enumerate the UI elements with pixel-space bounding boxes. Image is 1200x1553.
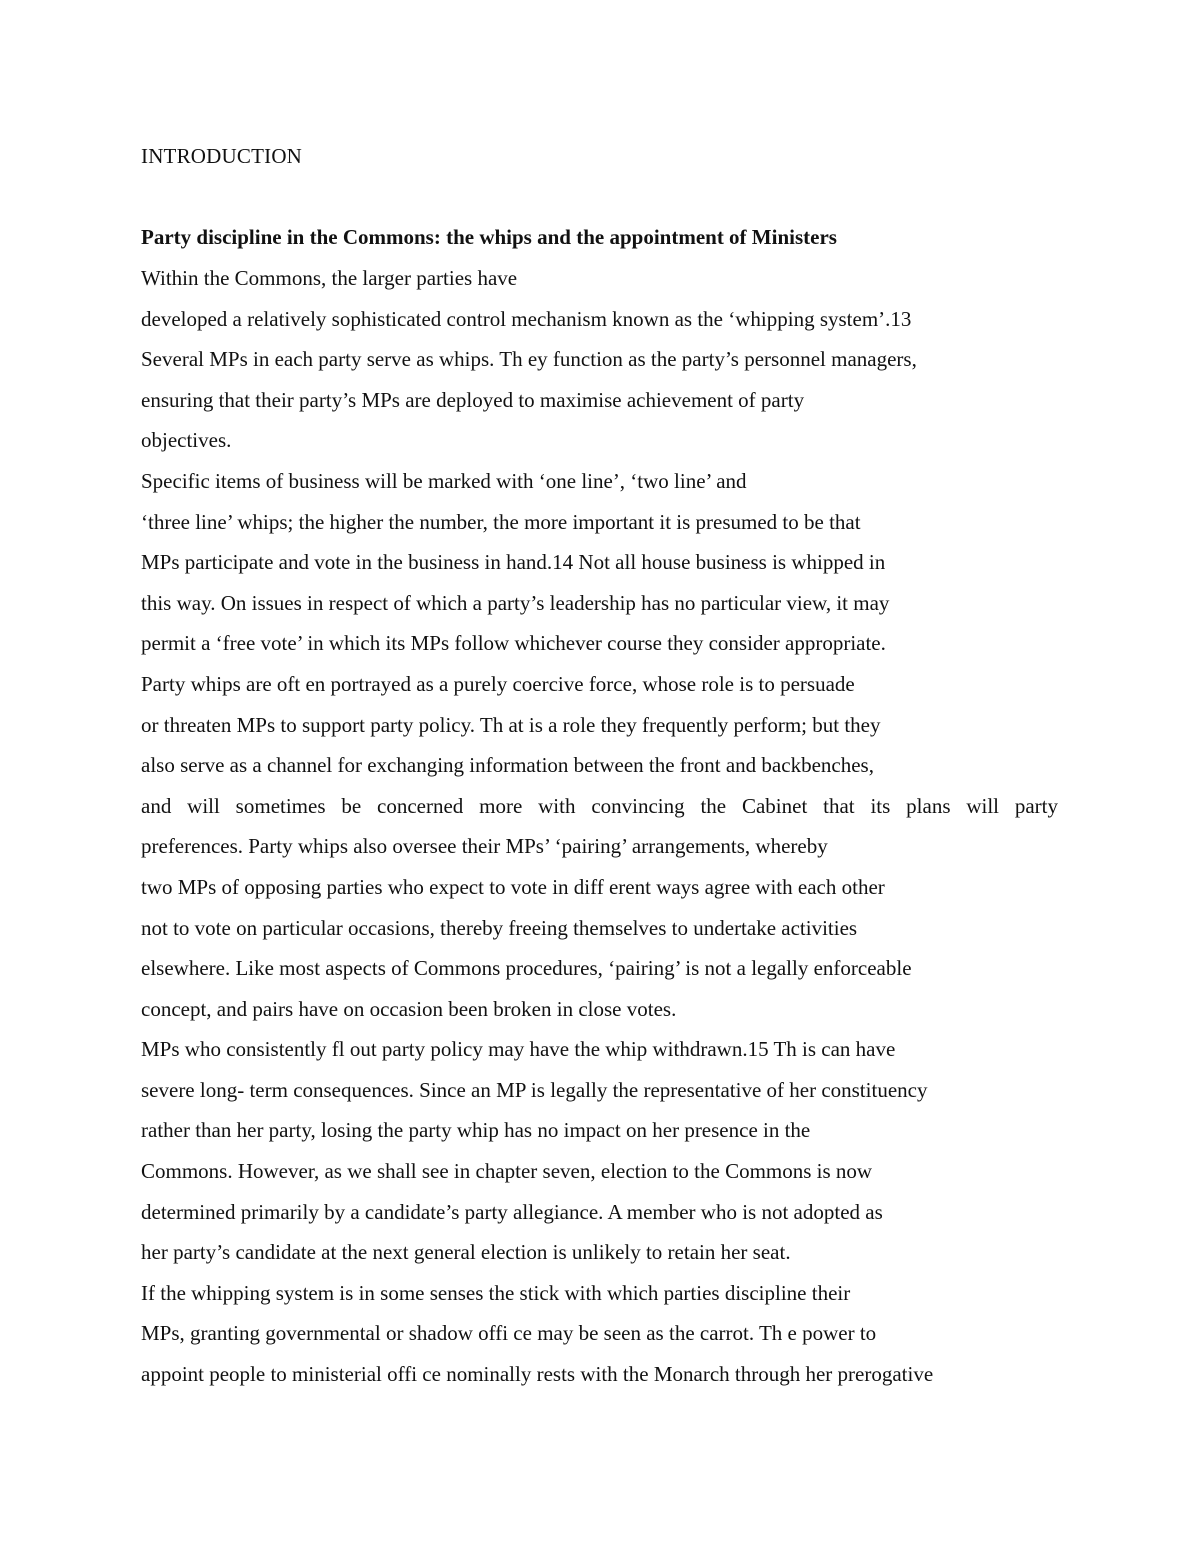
text-line: preferences. Party whips also oversee their MPs’ ‘pairing’ arrangements, whereby bbox=[141, 834, 828, 859]
text-line: Specific items of business will be marked with ‘one line’, ‘two line’ and bbox=[141, 468, 747, 493]
text-line: ensuring that their party’s MPs are deployed to maximise achievement of party bbox=[141, 387, 805, 412]
text-line: also serve as a channel for exchanging information between the front and backbenches, bbox=[141, 753, 874, 778]
text-line: MPs who consistently fl out party policy may have the whip withdrawn.15 Th is can have bbox=[141, 1037, 896, 1062]
document-heading: INTRODUCTION bbox=[141, 144, 303, 168]
text-line: appoint people to ministerial offi ce nominally rests with the Monarch through her prerogative bbox=[141, 1362, 934, 1387]
text-line: this way. On issues in respect of which a party’s leadership has no particular view, it may bbox=[141, 590, 890, 615]
text-line: not to vote on particular occasions, thereby freeing themselves to undertake activities bbox=[141, 915, 858, 940]
text-line: two MPs of opposing parties who expect to vote in diff erent ways agree with each other bbox=[141, 874, 885, 899]
text-line: MPs, granting governmental or shadow offi ce may be seen as the carrot. Th e power to bbox=[141, 1321, 877, 1346]
text-line: rather than her party, losing the party whip has no impact on her presence in the bbox=[141, 1118, 811, 1143]
text-line: If the whipping system is in some senses the stick with which parties discipline their bbox=[141, 1280, 851, 1305]
text-line: or threaten MPs to support party policy. Th at is a role they frequently perform; but they bbox=[141, 712, 881, 737]
text-line: concept, and pairs have on occasion been broken in close votes. bbox=[141, 996, 677, 1021]
text-line: MPs participate and vote in the business in hand.14 Not all house business is whipped in bbox=[141, 550, 886, 575]
text-line: ‘three line’ whips; the higher the number, the more important it is presumed to be that bbox=[141, 509, 861, 534]
text-line: severe long- term consequences. Since an MP is legally the representative of her constituency bbox=[141, 1077, 928, 1102]
text-line: her party’s candidate at the next general election is unlikely to retain her seat. bbox=[141, 1240, 791, 1265]
text-line: and will sometimes be concerned more with convincing the Cabinet that its plans will party bbox=[141, 793, 1058, 818]
section-title: Party discipline in the Commons: the whips and the appointment of Ministers bbox=[141, 225, 837, 249]
text-line: Several MPs in each party serve as whips. Th ey function as the party’s personnel managers, bbox=[141, 347, 917, 372]
text-line: Commons. However, as we shall see in chapter seven, election to the Commons is now bbox=[141, 1159, 873, 1184]
text-line: Within the Commons, the larger parties have bbox=[141, 266, 518, 290]
text-line: elsewhere. Like most aspects of Commons procedures, ‘pairing’ is not a legally enforceable bbox=[141, 956, 912, 981]
text-line: determined primarily by a candidate’s party allegiance. A member who is not adopted as bbox=[141, 1199, 883, 1224]
body-text bbox=[141, 264, 1081, 1401]
text-line: developed a relatively sophisticated control mechanism known as the ‘whipping system’.13 bbox=[141, 306, 912, 331]
text-line: Party whips are oft en portrayed as a purely coercive force, whose role is to persuade bbox=[141, 671, 855, 696]
text-line: permit a ‘free vote’ in which its MPs follow whichever course they consider appropriate. bbox=[141, 631, 886, 656]
text-line: objectives. bbox=[141, 428, 232, 453]
